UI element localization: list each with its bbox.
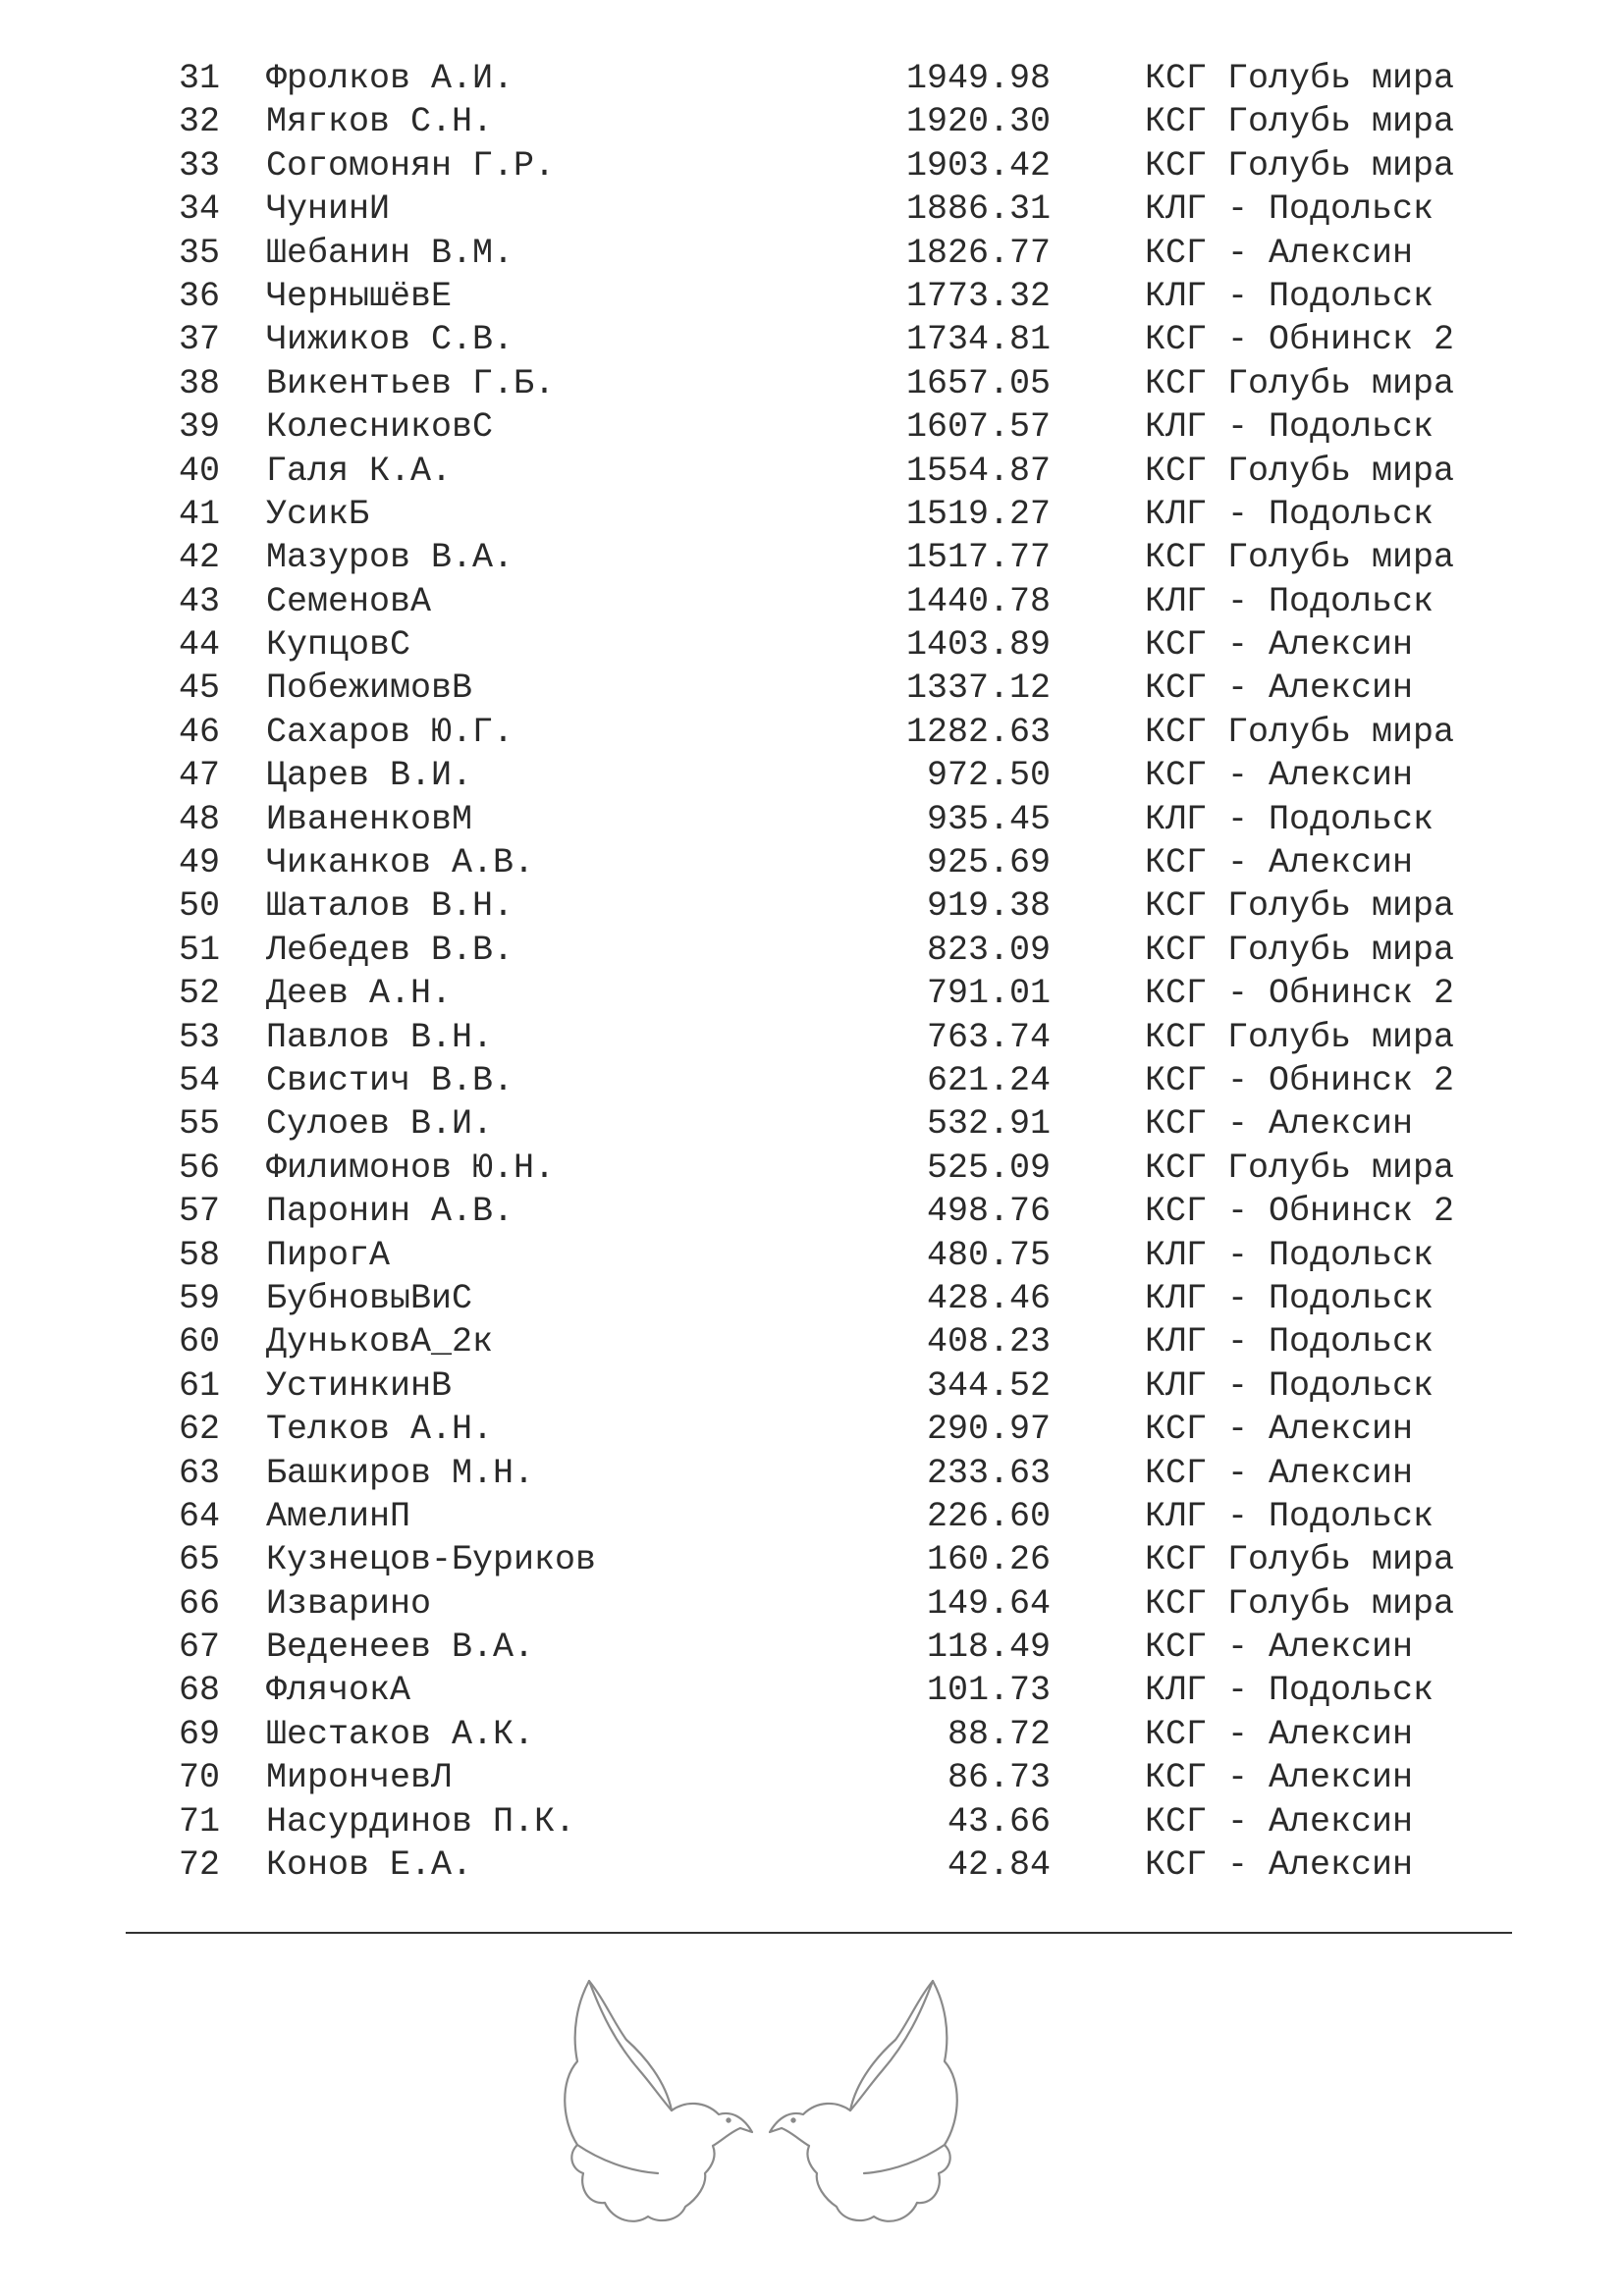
table-row (0, 144, 1624, 187)
club-cell: КЛГ - Подольск (1145, 1322, 1435, 1362)
club-cell: КСГ - Алексин (1145, 625, 1414, 666)
score-cell: 149.64 (926, 1583, 1051, 1624)
score-cell: 791.01 (926, 974, 1051, 1014)
name-cell: Шестаков А.К. (266, 1714, 535, 1754)
club-cell: КЛГ - Подольск (1145, 1278, 1435, 1318)
score-cell: 1734.81 (905, 320, 1051, 360)
club-cell: КСГ - Алексин (1145, 1714, 1414, 1754)
name-cell: Деев А.Н. (266, 974, 453, 1014)
table-row (0, 318, 1624, 361)
table-row (0, 1756, 1624, 1799)
club-cell: КСГ Голубь мира (1145, 538, 1455, 578)
name-cell: Фролков А.И. (266, 59, 514, 98)
name-cell: Конов Е.А. (266, 1845, 473, 1886)
club-cell: КЛГ - Подольск (1145, 494, 1435, 534)
name-cell: Филимонов Ю.Н. (266, 1148, 556, 1188)
table-row (0, 1843, 1624, 1887)
club-cell: КСГ - Алексин (1145, 233, 1414, 273)
table-row (0, 841, 1624, 884)
rank-cell: 43 (178, 581, 220, 621)
club-cell: КСГ Голубь мира (1145, 886, 1455, 927)
name-cell: Сахаров Ю.Г. (266, 712, 514, 752)
rank-cell: 47 (178, 756, 220, 796)
name-cell: ЧернышёвЕ (266, 276, 453, 316)
club-cell: КСГ Голубь мира (1145, 363, 1455, 403)
right-dove-icon (770, 1981, 957, 2221)
club-cell: КСГ Голубь мира (1145, 59, 1455, 98)
rank-cell: 34 (178, 189, 220, 230)
table-row (0, 1452, 1624, 1495)
club-cell: КСГ - Обнинск 2 (1145, 1060, 1455, 1100)
left-dove-icon (565, 1981, 752, 2221)
rank-cell: 70 (178, 1758, 220, 1798)
footer-divider (126, 1932, 1512, 1934)
score-cell: 925.69 (926, 843, 1051, 883)
name-cell: КолесниковС (266, 407, 494, 448)
club-cell: КЛГ - Подольск (1145, 799, 1435, 839)
score-cell: 1903.42 (905, 145, 1051, 186)
rank-cell: 32 (178, 102, 220, 142)
rank-cell: 53 (178, 1017, 220, 1057)
club-cell: КСГ - Обнинск 2 (1145, 1192, 1455, 1232)
table-row (0, 754, 1624, 797)
table-row (0, 232, 1624, 275)
rank-cell: 61 (178, 1365, 220, 1406)
rank-cell: 36 (178, 276, 220, 316)
name-cell: Мазуров В.А. (266, 538, 514, 578)
table-row (0, 405, 1624, 449)
name-cell: ПобежимовВ (266, 668, 473, 709)
rank-cell: 42 (178, 538, 220, 578)
score-cell: 621.24 (926, 1060, 1051, 1100)
rank-cell: 63 (178, 1453, 220, 1493)
club-cell: КЛГ - Подольск (1145, 407, 1435, 448)
rank-cell: 56 (178, 1148, 220, 1188)
club-cell: КСГ Голубь мира (1145, 451, 1455, 491)
score-cell: 1949.98 (905, 59, 1051, 98)
table-row (0, 1190, 1624, 1233)
rank-cell: 65 (178, 1540, 220, 1580)
score-cell: 1517.77 (905, 538, 1051, 578)
rank-cell: 62 (178, 1410, 220, 1450)
table-row (0, 1102, 1624, 1146)
rank-cell: 52 (178, 974, 220, 1014)
score-cell: 118.49 (926, 1628, 1051, 1668)
rank-cell: 59 (178, 1278, 220, 1318)
rank-cell: 37 (178, 320, 220, 360)
rank-cell: 67 (178, 1628, 220, 1668)
name-cell: Галя К.А. (266, 451, 453, 491)
rank-cell: 54 (178, 1060, 220, 1100)
rank-cell: 45 (178, 668, 220, 709)
rank-cell: 64 (178, 1496, 220, 1536)
table-row (0, 798, 1624, 841)
table-row (0, 1495, 1624, 1538)
rank-cell: 46 (178, 712, 220, 752)
name-cell: УстинкинВ (266, 1365, 453, 1406)
club-cell: КСГ - Алексин (1145, 843, 1414, 883)
rank-cell: 66 (178, 1583, 220, 1624)
name-cell: СеменовА (266, 581, 432, 621)
club-cell: КСГ Голубь мира (1145, 1540, 1455, 1580)
club-cell: КЛГ - Подольск (1145, 1365, 1435, 1406)
score-cell: 1440.78 (905, 581, 1051, 621)
score-cell: 823.09 (926, 930, 1051, 970)
name-cell: Чиканков А.В. (266, 843, 535, 883)
name-cell: Шебанин В.М. (266, 233, 514, 273)
club-cell: КЛГ - Подольск (1145, 276, 1435, 316)
score-cell: 480.75 (926, 1235, 1051, 1275)
score-cell: 160.26 (926, 1540, 1051, 1580)
table-row (0, 362, 1624, 405)
club-cell: КЛГ - Подольск (1145, 1235, 1435, 1275)
table-row (0, 493, 1624, 536)
score-cell: 86.73 (947, 1758, 1051, 1798)
club-cell: КСГ - Алексин (1145, 1801, 1414, 1842)
table-row (0, 1800, 1624, 1843)
score-cell: 935.45 (926, 799, 1051, 839)
table-row (0, 1669, 1624, 1712)
club-cell: КСГ - Алексин (1145, 756, 1414, 796)
name-cell: ИваненковМ (266, 799, 473, 839)
name-cell: УсикБ (266, 494, 370, 534)
name-cell: Кузнецов-Буриков (266, 1540, 597, 1580)
score-cell: 498.76 (926, 1192, 1051, 1232)
score-cell: 101.73 (926, 1671, 1051, 1711)
rank-cell: 39 (178, 407, 220, 448)
rank-cell: 31 (178, 59, 220, 98)
name-cell: Паронин А.В. (266, 1192, 514, 1232)
rank-cell: 58 (178, 1235, 220, 1275)
rank-cell: 40 (178, 451, 220, 491)
score-cell: 1607.57 (905, 407, 1051, 448)
club-cell: КСГ - Алексин (1145, 1845, 1414, 1886)
club-cell: КСГ - Алексин (1145, 1410, 1414, 1450)
name-cell: КупцовС (266, 625, 411, 666)
score-cell: 1519.27 (905, 494, 1051, 534)
name-cell: ФлячокА (266, 1671, 411, 1711)
score-cell: 1337.12 (905, 668, 1051, 709)
name-cell: ПирогА (266, 1235, 391, 1275)
score-cell: 1920.30 (905, 102, 1051, 142)
name-cell: БубновыВиС (266, 1278, 473, 1318)
table-row (0, 1538, 1624, 1581)
name-cell: Мягков С.Н. (266, 102, 494, 142)
table-row (0, 972, 1624, 1015)
name-cell: Башкиров М.Н. (266, 1453, 535, 1493)
table-row (0, 580, 1624, 623)
rank-cell: 71 (178, 1801, 220, 1842)
name-cell: Шаталов В.Н. (266, 886, 514, 927)
table-row (0, 1059, 1624, 1102)
name-cell: Чижиков С.В. (266, 320, 514, 360)
name-cell: ДуньковА_2к (266, 1322, 494, 1362)
club-cell: КСГ - Алексин (1145, 1758, 1414, 1798)
score-cell: 1554.87 (905, 451, 1051, 491)
name-cell: Веденеев В.А. (266, 1628, 535, 1668)
table-row (0, 1364, 1624, 1408)
name-cell: Насурдинов П.К. (266, 1801, 576, 1842)
table-row (0, 1582, 1624, 1626)
table-row (0, 1320, 1624, 1363)
rank-cell: 41 (178, 494, 220, 534)
club-cell: КЛГ - Подольск (1145, 1496, 1435, 1536)
club-cell: КСГ Голубь мира (1145, 1148, 1455, 1188)
score-cell: 233.63 (926, 1453, 1051, 1493)
table-row (0, 275, 1624, 318)
club-cell: КСГ - Обнинск 2 (1145, 320, 1455, 360)
rank-cell: 35 (178, 233, 220, 273)
club-cell: КСГ Голубь мира (1145, 102, 1455, 142)
table-row (0, 929, 1624, 972)
score-cell: 532.91 (926, 1104, 1051, 1145)
score-cell: 763.74 (926, 1017, 1051, 1057)
name-cell: Изварино (266, 1583, 432, 1624)
table-row (0, 1234, 1624, 1277)
club-cell: КСГ Голубь мира (1145, 1583, 1455, 1624)
score-cell: 919.38 (926, 886, 1051, 927)
score-cell: 525.09 (926, 1148, 1051, 1188)
table-row (0, 450, 1624, 493)
score-cell: 43.66 (947, 1801, 1051, 1842)
name-cell: Сулоев В.И. (266, 1104, 494, 1145)
club-cell: КЛГ - Подольск (1145, 581, 1435, 621)
rank-cell: 68 (178, 1671, 220, 1711)
club-cell: КСГ Голубь мира (1145, 1017, 1455, 1057)
name-cell: Лебедев В.В. (266, 930, 514, 970)
score-cell: 1282.63 (905, 712, 1051, 752)
rank-cell: 72 (178, 1845, 220, 1886)
name-cell: Викентьев Г.Б. (266, 363, 556, 403)
table-row (0, 100, 1624, 143)
standings-table (0, 57, 1624, 1887)
table-row (0, 1016, 1624, 1059)
name-cell: АмелинП (266, 1496, 411, 1536)
rank-cell: 33 (178, 145, 220, 186)
score-cell: 1826.77 (905, 233, 1051, 273)
table-row (0, 1713, 1624, 1756)
rank-cell: 49 (178, 843, 220, 883)
club-cell: КСГ Голубь мира (1145, 145, 1455, 186)
score-cell: 42.84 (947, 1845, 1051, 1886)
club-cell: КСГ - Алексин (1145, 1628, 1414, 1668)
two-doves-icon (550, 1963, 972, 2238)
club-cell: КЛГ - Подольск (1145, 189, 1435, 230)
club-cell: КСГ Голубь мира (1145, 930, 1455, 970)
score-cell: 1886.31 (905, 189, 1051, 230)
score-cell: 290.97 (926, 1410, 1051, 1450)
name-cell: Свистич В.В. (266, 1060, 514, 1100)
rank-cell: 44 (178, 625, 220, 666)
score-cell: 972.50 (926, 756, 1051, 796)
score-cell: 408.23 (926, 1322, 1051, 1362)
table-row (0, 1277, 1624, 1320)
table-row (0, 1408, 1624, 1451)
score-cell: 1773.32 (905, 276, 1051, 316)
rank-cell: 69 (178, 1714, 220, 1754)
table-row (0, 536, 1624, 579)
table-row (0, 1626, 1624, 1669)
club-cell: КСГ - Алексин (1145, 1453, 1414, 1493)
table-row (0, 711, 1624, 754)
rank-cell: 51 (178, 930, 220, 970)
club-cell: КЛГ - Подольск (1145, 1671, 1435, 1711)
club-cell: КСГ Голубь мира (1145, 712, 1455, 752)
score-cell: 88.72 (947, 1714, 1051, 1754)
club-cell: КСГ - Алексин (1145, 1104, 1414, 1145)
rank-cell: 57 (178, 1192, 220, 1232)
name-cell: ЧунинИ (266, 189, 391, 230)
score-cell: 428.46 (926, 1278, 1051, 1318)
table-row (0, 667, 1624, 710)
table-row (0, 57, 1624, 100)
score-cell: 1657.05 (905, 363, 1051, 403)
table-row (0, 187, 1624, 231)
score-cell: 344.52 (926, 1365, 1051, 1406)
rank-cell: 55 (178, 1104, 220, 1145)
name-cell: Телков А.Н. (266, 1410, 494, 1450)
rank-cell: 38 (178, 363, 220, 403)
name-cell: Павлов В.Н. (266, 1017, 494, 1057)
rank-cell: 50 (178, 886, 220, 927)
rank-cell: 60 (178, 1322, 220, 1362)
name-cell: МирончевЛ (266, 1758, 453, 1798)
name-cell: Царев В.И. (266, 756, 473, 796)
club-cell: КСГ - Обнинск 2 (1145, 974, 1455, 1014)
table-row (0, 623, 1624, 667)
rank-cell: 48 (178, 799, 220, 839)
name-cell: Согомонян Г.Р. (266, 145, 556, 186)
club-cell: КСГ - Алексин (1145, 668, 1414, 709)
score-cell: 1403.89 (905, 625, 1051, 666)
table-row (0, 1147, 1624, 1190)
score-cell: 226.60 (926, 1496, 1051, 1536)
table-row (0, 884, 1624, 928)
